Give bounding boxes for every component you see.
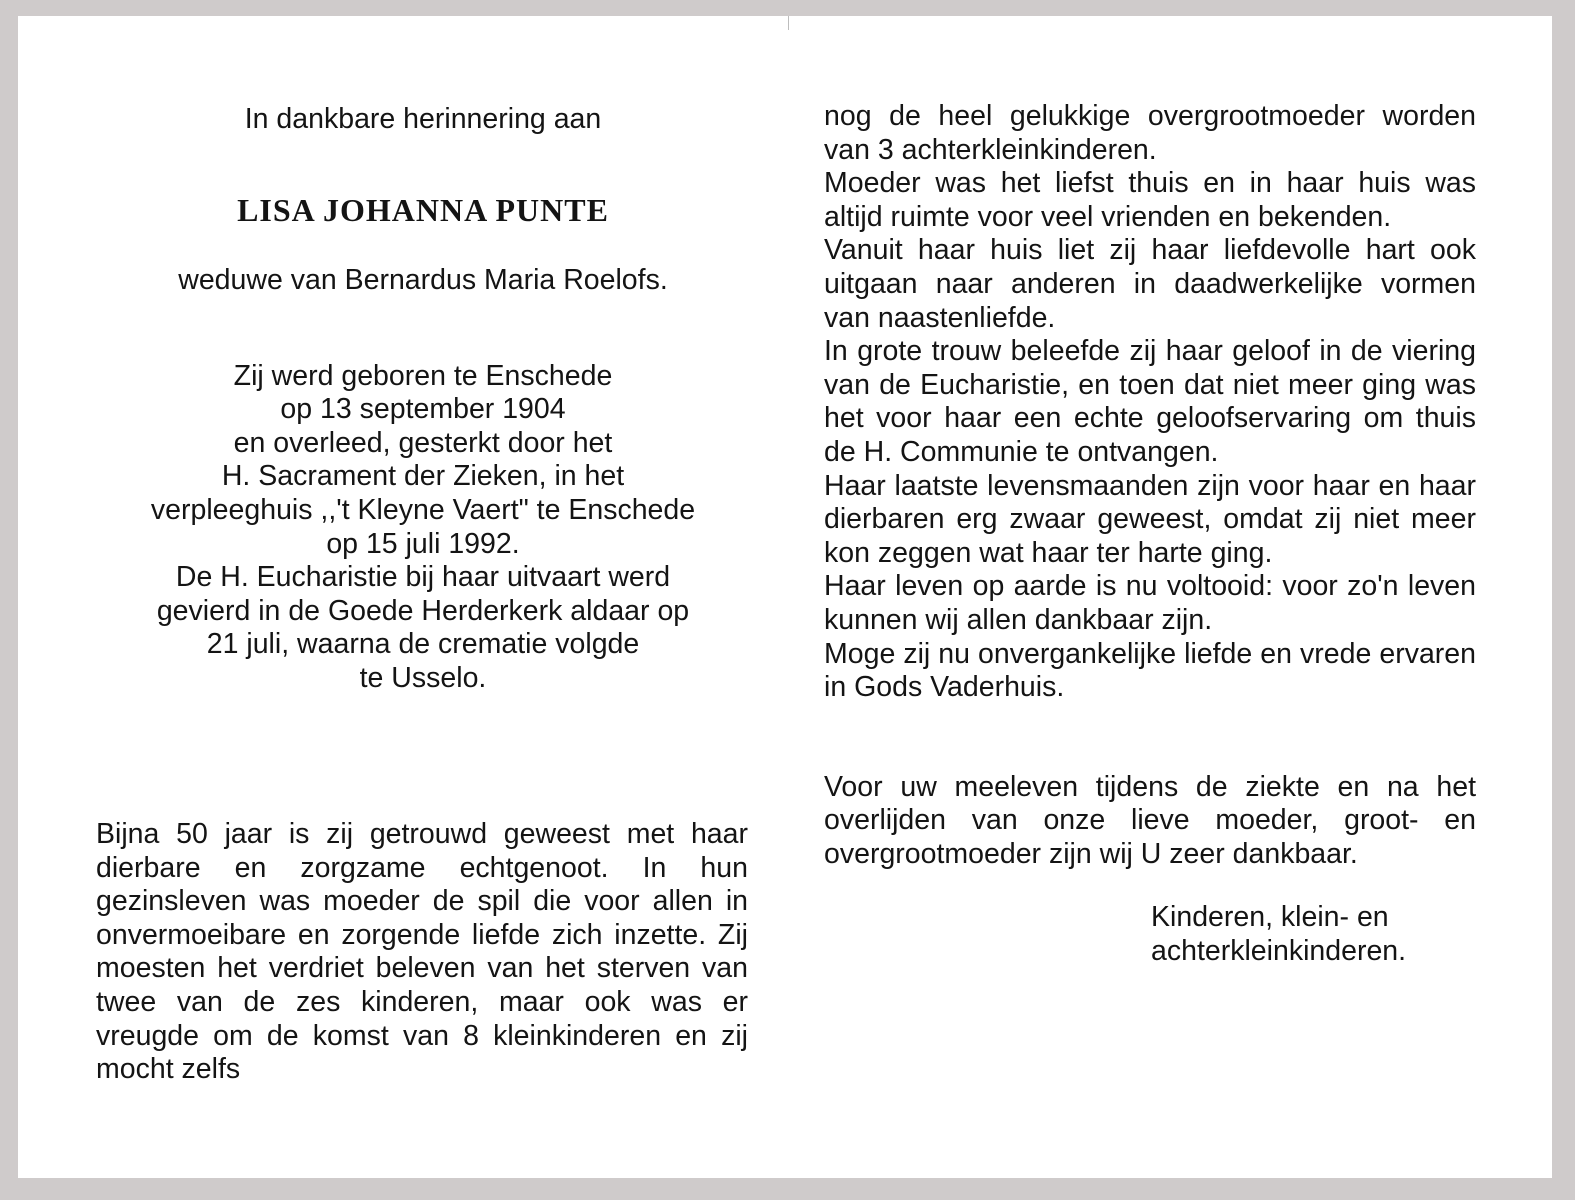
right-paragraph: Moge zij nu onvergankelijke liefde en vrede ervaren in Gods Vaderhuis. [824, 637, 1476, 704]
signature [824, 901, 1476, 968]
right-paragraph: nog de heel gelukkige overgrootmoeder worden van 3 achterkleinkinderen. [824, 100, 1476, 166]
right-panel [824, 100, 1476, 969]
bio-line: De H. Eucharistie bij haar uitvaart werd [175, 561, 671, 594]
bio-line: H. Sacrament der Zieken, in het [221, 460, 625, 493]
thanks-paragraph: Voor uw meeleven tijdens de ziekte en na het overlijden van onze lieve moeder, groot- en overgrootmoeder zijn wij U zeer dankbaar. [824, 770, 1476, 870]
memorial-card [18, 16, 1552, 1178]
bio-line: 21 juli, waarna de crematie volgde [206, 628, 640, 661]
right-paragraph: In grote trouw beleefde zij haar geloof in de viering van de Eucharistie, en toen dat niet meer ging was het voor haar een echte geloofservaring om thuis de H. Communie te ontvangen. [824, 335, 1476, 468]
biography-block [98, 360, 748, 696]
widow-line: weduwe van Bernardus Maria Roelofs. [178, 264, 668, 296]
bio-line: Zij werd geboren te Enschede [233, 359, 613, 392]
dedication-heading: In dankbare herinnering aan [244, 103, 602, 135]
left-panel-header [98, 102, 748, 696]
bio-line: op 13 september 1904 [280, 393, 566, 426]
deceased-name: LISA JOHANNA PUNTE [237, 192, 609, 228]
story-paragraph: Bijna 50 jaar is zij getrouwd geweest met haar dierbare en zorgzame echtgenoot. In hun gezinsleven was moeder de spil die voor allen in onvermoeibare en zorgende liefde zich inzette. Zij moesten het verdriet beleven van het sterven van twee van de zes kinderen, maar ook was er vreugde om de komst van 8 kleinkinderen en zij mocht zelfs [96, 818, 748, 1086]
right-paragraph: Moeder was het liefst thuis en in haar huis was altijd ruimte voor veel vrienden en bekenden. [824, 167, 1476, 233]
life-story [96, 818, 748, 1087]
bio-line: op 15 juli 1992. [326, 527, 520, 560]
right-paragraph: Haar laatste levensmaanden zijn voor haar en haar dierbaren erg zwaar geweest, omdat zij niet meer kon zeggen wat haar ter harte ging. [824, 469, 1476, 569]
bio-line: gevierd in de Goede Herderkerk aldaar op [156, 594, 690, 627]
bio-line: en overleed, gesterkt door het [233, 426, 613, 459]
signature-line: Kinderen, klein- en [1151, 901, 1389, 934]
fold-mark [788, 16, 789, 30]
right-paragraph: Vanuit haar huis liet zij haar liefdevolle hart ook uitgaan naar anderen in daadwerkelijke vormen van naastenliefde. [824, 234, 1476, 334]
bio-line: verpleeghuis ,,'t Kleyne Vaert" te Enschede [150, 493, 696, 526]
right-paragraph: Haar leven op aarde is nu voltooid: voor zo'n leven kunnen wij allen dankbaar zijn. [824, 570, 1476, 636]
bio-line: te Usselo. [359, 661, 487, 694]
signature-line: achterkleinkinderen. [1151, 935, 1407, 968]
